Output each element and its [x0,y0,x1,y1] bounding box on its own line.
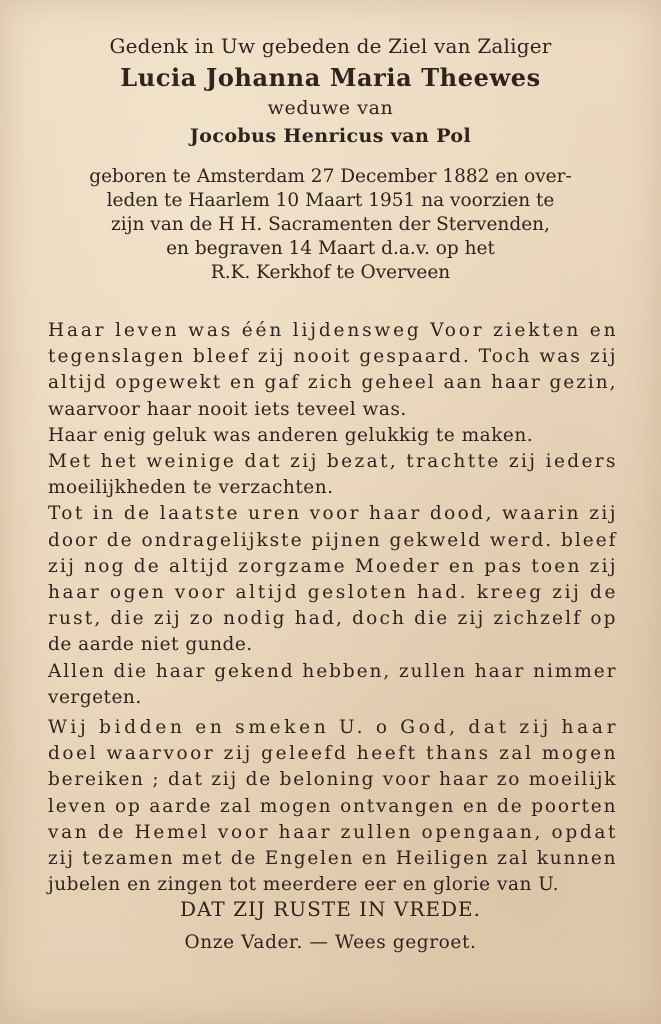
dates-line: en begraven 14 Maart d.a.v. op het [166,238,495,259]
prayer-line: bereiken ; dat zij de beloning voor haar zo moeilijk [48,769,618,791]
biography-line: moeilijkheden te verzachten. [48,477,334,499]
prayer-line: leven op aarde zal mogen ontvangen en de poorten [48,795,618,817]
biography-line: Haar leven was één lijdensweg Voor ziekten en [48,320,619,341]
card-header [0,33,661,149]
biography-line: Tot in de laatste uren voor haar dood, waarin zij [48,503,618,525]
biography-line: door de ondragelijkste pijnen gekweld werd. bleef [48,529,618,551]
biography-line: waarvoor haar nooit iets teveel was. [48,398,407,420]
prayer-paragraph [48,715,620,898]
prayer-line: zij tezamen met de Engelen en Heiligen zal kunnen [48,848,618,870]
prayer-line: doel waarvoor zij geleefd heeft thans zal mogen [48,743,619,765]
biography-paragraph [48,318,619,711]
dates-line: leden te Haarlem 10 Maart 1951 na voorzien te [106,190,555,211]
spouse-name: Jocobus Henricus van Pol [189,125,472,147]
biography-line: zij nog de altijd zorgzame Moeder en pas toen zij [48,555,618,577]
widow-of-label: weduwe van [267,97,394,119]
closing-block [0,896,661,956]
rest-in-peace-line: DAT ZIJ RUSTE IN VREDE. [179,897,482,921]
biography-line: Haar enig geluk was anderen gelukkig te maken. [48,424,534,446]
deceased-name: Lucia Johanna Maria Theewes [120,63,541,92]
dates-line: zijn van de H H. Sacramenten der Stervenden, [111,214,550,235]
biography-line: vergeten. [48,686,142,708]
biography-line: tegenslagen bleef zij nooit gespaard. Toch was zij [48,346,618,368]
dates-line: geboren te Amsterdam 27 December 1882 en over- [89,166,572,187]
biography-line: Allen die haar gekend hebben, zullen haar nimmer [48,660,618,682]
biography-line: altijd opgewekt en gaf zich geheel aan haar gezin, [48,372,618,394]
biography-line: de aarde niet gunde. [48,634,253,656]
prayer-line: van de Hemel voor haar zullen opengaan, opdat [48,821,619,843]
dates-line: R.K. Kerkhof te Overveen [210,262,451,283]
prayer-line: jubelen en zingen tot meerdere eer en glorie van U. [48,874,560,896]
invocation-line: Gedenk in Uw gebeden de Ziel van Zaliger [109,34,552,58]
biography-line: rust, die zij zo nodig had, doch die zij zichzelf op [48,608,618,630]
closing-prayers-line: Onze Vader. — Wees gegroet. [184,932,477,953]
life-dates-block [0,165,661,285]
prayer-line: Wij bidden en smeken U. o God, dat zij haar [48,717,620,738]
biography-line: Met het weinige dat zij bezat, trachtte zij ieders [48,451,618,473]
biography-line: haar ogen voor altijd gesloten had. kreeg zij de [48,582,619,604]
